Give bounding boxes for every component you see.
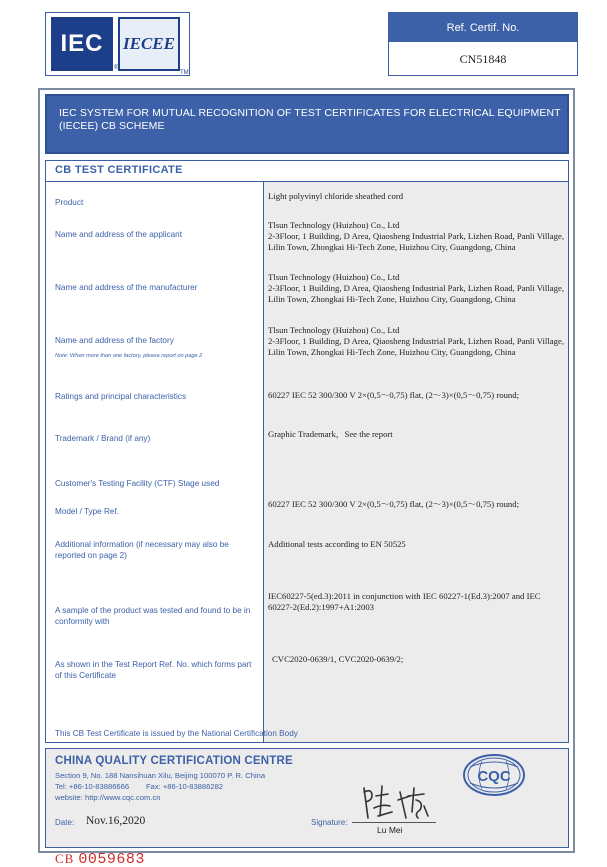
reference-certificate-box — [388, 12, 578, 76]
trademark-label: Trademark / Brand (if any) — [55, 434, 151, 443]
signature-line — [352, 822, 436, 823]
model-value: 60227 IEC 52 300/300 V 2×(0,5～0,75) flat, (2～3)×(0,5～0,75) round; — [268, 499, 520, 509]
ratings-value: 60227 IEC 52 300/300 V 2×(0,5～0,75) flat, (2～3)×(0,5～0,75) round; — [268, 390, 520, 400]
certificate-title: CB TEST CERTIFICATE — [55, 164, 183, 176]
handwritten-signature — [358, 782, 438, 822]
signature-label: Signature: — [311, 818, 348, 827]
date-label: Date: — [55, 818, 75, 827]
conformity-value: IEC60227-5(ed.3):2011 in conjunction with IEC 60227-1(Ed.3):2007 and IEC 60227-2(Ed.2):1997+A1:2003 — [268, 591, 541, 612]
factory-label: Name and address of the factory — [55, 336, 174, 345]
serial-number: 0059683 — [78, 851, 145, 867]
ctf-label: Customer's Testing Facility (CTF) Stage used — [55, 479, 220, 488]
iec-logo: IEC — [51, 17, 113, 71]
certification-body-website: website: http://www.cqc.com.cn — [55, 793, 161, 802]
product-label: Product — [55, 198, 84, 207]
manufacturer-value: Tlsun Technology (Huizhou) Co., Ltd 2-3Floor, 1 Building, D Area, Qiaosheng Industrial Park, Lizhen Road, Panli Village, Lilin Town, Zhongkai Hi-Tech Zone, Huizhou City, Guangdong, China — [268, 272, 564, 304]
signatory-name: Lu Mei — [377, 825, 403, 835]
serial-prefix: CB — [55, 851, 75, 866]
ratings-label: Ratings and principal characteristics — [55, 392, 187, 401]
certification-body-address: Section 9, No. 188 Nansihuan Xilu, Beijing 100070 P. R. China — [55, 771, 266, 780]
model-label: Model / Type Ref. — [55, 507, 120, 516]
svg-text:CQC: CQC — [477, 768, 511, 785]
ref-cert-label: Ref. Certif. No. — [389, 13, 577, 42]
applicant-value: Tlsun Technology (Huizhou) Co., Ltd 2-3Floor, 1 Building, D Area, Qiaosheng Industrial Park, Lizhen Road, Panli Village, Lilin Town, Zhongkai Hi-Tech Zone, Huizhou City, Guangdong, China — [268, 220, 564, 252]
manufacturer-label: Name and address of the manufacturer — [55, 283, 198, 292]
test-report-value: CVC2020-0639/1, CVC2020-0639/2; — [272, 654, 404, 664]
additional-info-label: Additional information (if necessary may also be reported on page 2) — [55, 540, 229, 560]
iecee-logo: IECEE — [118, 17, 180, 71]
conformity-label: A sample of the product was tested and found to be in conformity with — [55, 606, 251, 626]
cqc-logo-icon — [462, 753, 526, 797]
ref-cert-number: CN51848 — [459, 51, 507, 66]
factory-note: Note: When more than one factory, please report on page 2 — [55, 353, 203, 359]
additional-info-value: Additional tests according to EN 50525 — [268, 539, 406, 549]
factory-value: Tlsun Technology (Huizhou) Co., Ltd 2-3Floor, 1 Building, D Area, Qiaosheng Industrial Park, Lizhen Road, Panli Village, Lilin Town, Zhongkai Hi-Tech Zone, Huizhou City, Guangdong, China — [268, 325, 564, 357]
trademark-value: Graphic Trademark，See the report — [268, 429, 393, 439]
certification-body-phone: Tel: +86-10-83886666 Fax: +86-10-83886282 — [55, 782, 224, 791]
product-value: Light polyvinyl chloride sheathed cord — [268, 191, 404, 201]
certification-body-name: CHINA QUALITY CERTIFICATION CENTRE — [55, 755, 293, 767]
scheme-banner: IEC SYSTEM FOR MUTUAL RECOGNITION OF TEST CERTIFICATES FOR ELECTRICAL EQUIPMENT (IECEE) CB SCHEME — [45, 94, 569, 154]
test-report-label: As shown in the Test Report Ref. No. which forms part of this Certificate — [55, 660, 252, 680]
iec-iecee-logo — [45, 12, 190, 76]
trademark-mark: TM — [180, 70, 189, 76]
date-value: Nov.16,2020 — [86, 815, 146, 827]
certificate-serial — [55, 850, 145, 867]
title-divider — [45, 181, 263, 182]
issued-by-statement: This CB Test Certificate is issued by the National Certification Body — [55, 729, 298, 738]
registered-mark: ® — [114, 65, 119, 71]
applicant-label: Name and address of the applicant — [55, 230, 182, 239]
